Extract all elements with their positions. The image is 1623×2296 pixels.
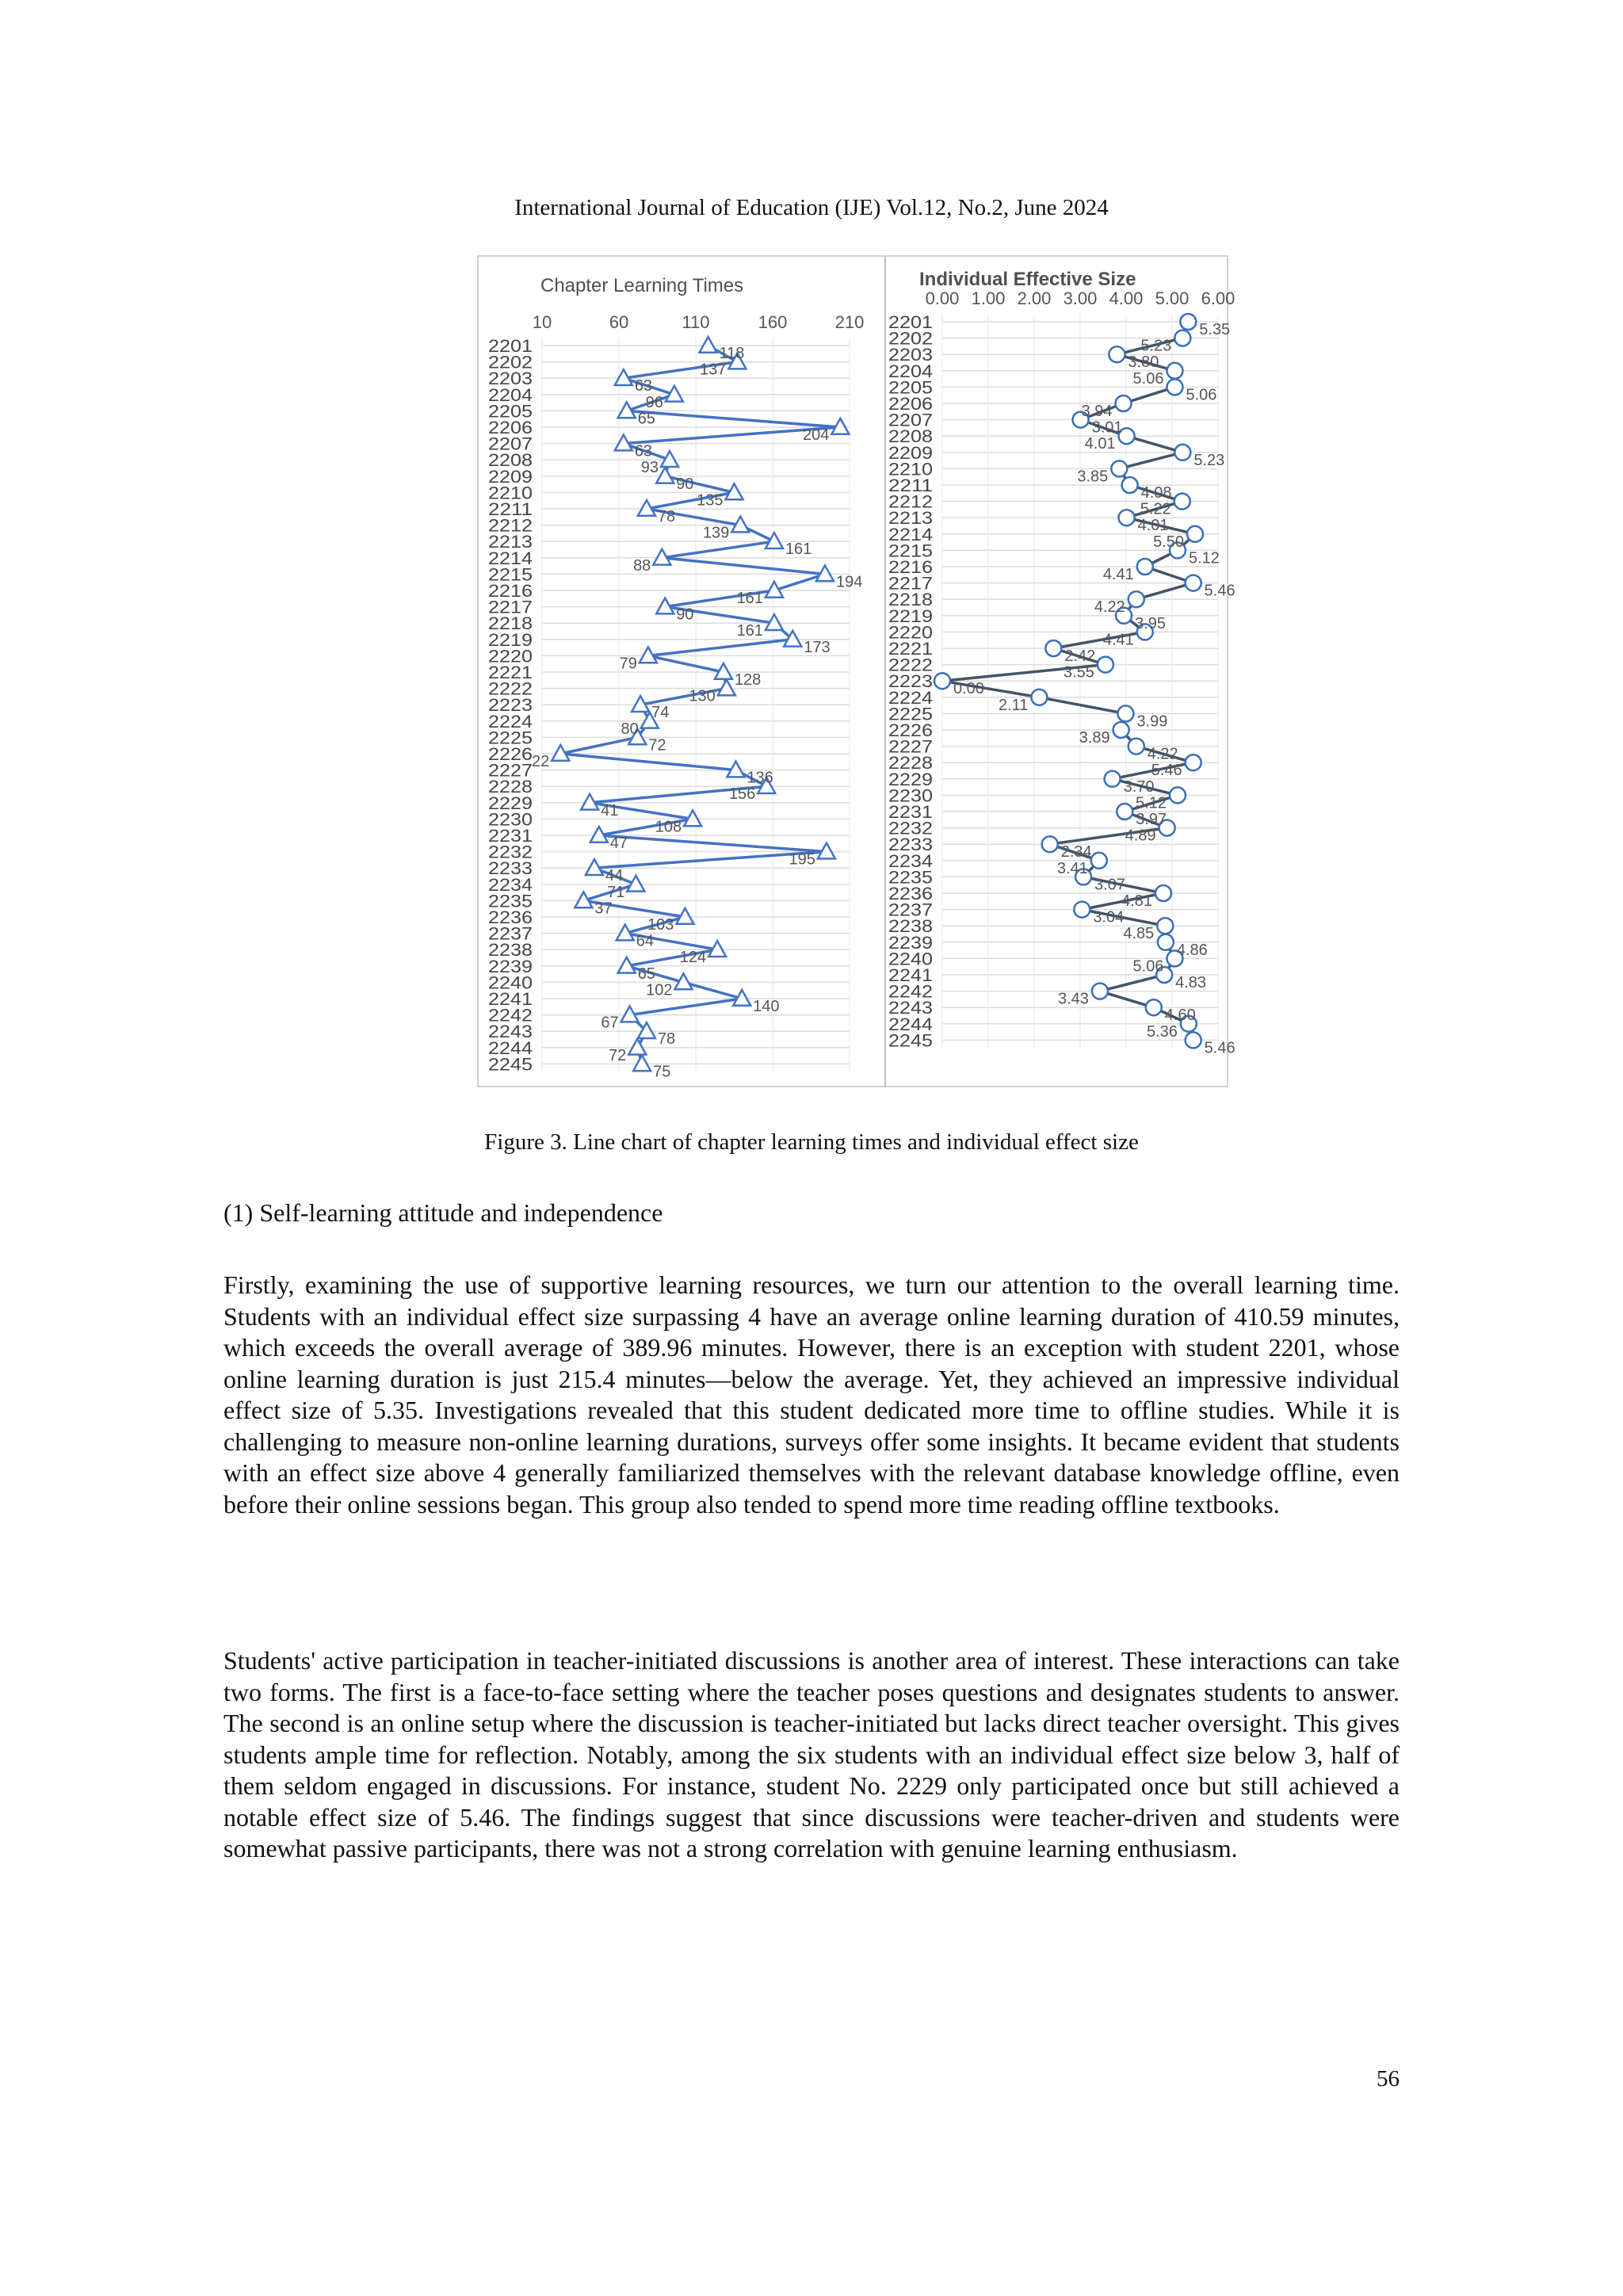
effect-size-point [1186, 575, 1201, 591]
journal-header: International Journal of Education (IJE) Vol.12, No.2, June 2024 [514, 195, 1109, 220]
learning-times-category-label: 2230 [488, 809, 533, 830]
learning-times-data-label: 78 [657, 1030, 676, 1049]
effect-size-point [1186, 1032, 1201, 1048]
effect-size-category-label: 2205 [888, 377, 933, 398]
effect-size-data-label: 3.70 [1123, 777, 1155, 796]
learning-times-category-label: 2201 [488, 336, 533, 356]
learning-times-data-label: 65 [637, 410, 655, 428]
effect-size-data-label: 5.46 [1204, 582, 1235, 600]
learning-times-data-label: 72 [648, 736, 666, 755]
effect-size-category-label: 2218 [888, 590, 933, 610]
effect-size-point [1105, 771, 1121, 787]
effect-size-data-label: 3.04 [1093, 908, 1125, 926]
learning-times-data-label: 74 [651, 704, 670, 722]
learning-times-data-label: 90 [676, 606, 694, 624]
effect-size-category-label: 2204 [888, 361, 933, 381]
effect-size-data-label: 4.22 [1094, 598, 1125, 617]
learning-times-category-label: 2215 [488, 564, 533, 585]
effect-size-category-label: 2219 [888, 606, 933, 626]
learning-times-category-label: 2224 [488, 711, 533, 732]
learning-times-tick-label: 60 [609, 312, 629, 332]
learning-times-data-label: 161 [785, 541, 812, 559]
effect-size-category-label: 2209 [888, 442, 933, 463]
section-heading: (1) Self-learning attitude and independence [223, 1198, 663, 1227]
learning-times-tick-label: 210 [834, 312, 865, 332]
learning-times-data-label: 88 [633, 556, 651, 575]
effect-size-data-label: 4.85 [1123, 925, 1155, 943]
learning-times-data-label: 71 [607, 883, 625, 901]
effect-size-category-label: 2237 [888, 900, 933, 920]
effect-size-data-label: 3.43 [1058, 990, 1089, 1008]
effect-size-point [1122, 477, 1138, 493]
learning-times-data-label: 124 [679, 949, 707, 967]
effect-size-category-label: 2202 [888, 328, 933, 349]
learning-times-data-label: 194 [835, 573, 863, 591]
effect-size-category-label: 2220 [888, 622, 933, 643]
effect-size-data-label: 5.46 [1151, 762, 1182, 780]
learning-times-data-label: 140 [753, 998, 780, 1015]
effect-size-category-label: 2208 [888, 426, 933, 447]
effect-size-data-label: 3.01 [1091, 418, 1123, 437]
paragraph-2: Students' active participation in teacher-initiated discussions is another area of interest. These interactions can take two forms. The first is a face-to-face setting where the teacher poses questions and designates students to answer. The second is an online setup where the discussion is teacher-initiated but lacks direct teacher oversight. This gives students ample time for reflection. Notably, among the six students with an individual effect size below 3, half of them seldom engaged in discussions. For instance, student No. 2229 only participated once but still achieved a notable effect size of 5.46. The findings suggest that since discussions were teacher-driven and students were somewhat passive participants, there was not a strong correlation with genuine learning enthusiasm. [223, 1646, 1400, 1862]
effect-size-category-label: 2243 [888, 998, 933, 1018]
effect-size-tick-label: 2.00 [1017, 288, 1052, 308]
learning-times-data-label: 103 [647, 916, 674, 934]
effect-size-category-label: 2212 [888, 491, 933, 512]
effect-size-tick-label: 0.00 [925, 288, 960, 308]
effect-size-data-label: 2.34 [1060, 843, 1092, 861]
learning-times-category-label: 2210 [488, 483, 533, 503]
effect-size-category-label: 2228 [888, 753, 933, 774]
learning-times-data-label: 41 [601, 801, 619, 819]
effect-size-point [1158, 934, 1174, 950]
effect-size-point [1174, 494, 1190, 510]
learning-times-data-label: 90 [676, 475, 694, 493]
effect-size-data-label: 3.97 [1136, 811, 1167, 828]
effect-size-category-label: 2211 [888, 476, 933, 495]
learning-times-category-label: 2229 [488, 793, 533, 813]
effect-size-category-label: 2235 [888, 867, 933, 888]
effect-size-data-label: 5.06 [1132, 369, 1164, 388]
effect-size-data-label: 5.46 [1204, 1039, 1235, 1057]
effect-size-data-label: 5.23 [1193, 451, 1225, 469]
effect-size-point [1137, 559, 1153, 575]
learning-times-data-label: 102 [646, 981, 673, 999]
effect-size-data-label: 3.85 [1077, 468, 1109, 486]
learning-times-data-label: 93 [640, 459, 659, 477]
effect-size-data-label: 3.80 [1128, 353, 1159, 372]
learning-times-data-label: 47 [609, 835, 628, 852]
effect-size-point [1042, 836, 1058, 852]
effect-size-data-label: 4.60 [1164, 1007, 1196, 1025]
learning-times-data-label: 128 [734, 671, 762, 689]
learning-times-category-label: 2209 [488, 466, 533, 487]
effect-size-tick-label: 6.00 [1201, 288, 1235, 308]
effect-size-category-label: 2245 [888, 1030, 933, 1051]
effect-size-category-label: 2244 [888, 1014, 933, 1034]
effect-size-point [1157, 918, 1173, 934]
learning-times-data-label: 161 [736, 590, 763, 607]
learning-times-data-label: 64 [636, 932, 655, 950]
learning-times-category-label: 2237 [488, 923, 533, 944]
learning-times-category-label: 2218 [488, 613, 533, 634]
effect-size-data-label: 4.08 [1140, 484, 1172, 502]
effect-size-category-label: 2233 [888, 835, 933, 855]
effect-size-category-label: 2234 [888, 850, 933, 871]
effect-size-point [1174, 330, 1190, 346]
learning-times-category-label: 2245 [488, 1054, 533, 1075]
effect-size-data-label: 4.01 [1137, 517, 1169, 535]
effect-size-category-label: 2216 [888, 557, 933, 577]
learning-times-title: Chapter Learning Times [540, 275, 744, 296]
effect-size-tick-label: 4.00 [1109, 288, 1144, 308]
learning-times-category-label: 2226 [488, 744, 533, 764]
effect-size-point [1111, 460, 1127, 476]
learning-times-category-label: 2236 [488, 907, 533, 927]
effect-size-category-label: 2227 [888, 736, 933, 757]
learning-times-data-label: 173 [804, 638, 831, 656]
effect-size-category-label: 2215 [888, 541, 933, 561]
effect-size-point [1146, 999, 1162, 1015]
learning-times-data-label: 137 [700, 361, 727, 379]
effect-size-data-label: 3.07 [1094, 876, 1125, 894]
learning-times-data-label: 96 [645, 393, 663, 411]
learning-times-category-label: 2242 [488, 1005, 533, 1026]
learning-times-data-label: 204 [802, 426, 830, 444]
effect-size-data-label: 3.95 [1135, 614, 1167, 632]
effect-size-data-label: 4.41 [1102, 631, 1134, 649]
effect-size-data-label: 4.83 [1175, 974, 1207, 991]
figure-3 [477, 255, 1235, 1087]
learning-times-category-label: 2234 [488, 874, 533, 895]
learning-times-category-label: 2232 [488, 842, 533, 862]
learning-times-category-label: 2217 [488, 597, 533, 617]
learning-times-category-label: 2216 [488, 581, 533, 601]
effect-size-point [1031, 690, 1047, 705]
effect-size-category-label: 2230 [888, 785, 933, 806]
learning-times-data-label: 118 [719, 345, 745, 362]
effect-size-category-label: 2203 [888, 345, 933, 365]
effect-size-title: Individual Effective Size [919, 269, 1136, 290]
effect-size-category-label: 2222 [888, 655, 933, 675]
effect-size-point [934, 673, 950, 689]
effect-size-data-label: 5.36 [1146, 1022, 1178, 1041]
effect-size-point [1045, 640, 1061, 656]
learning-times-data-label: 75 [653, 1063, 671, 1081]
learning-times-category-label: 2244 [488, 1037, 533, 1058]
effect-size-category-label: 2239 [888, 932, 933, 953]
effect-size-point [1167, 363, 1182, 379]
effect-size-category-label: 2207 [888, 410, 933, 430]
learning-times-category-label: 2214 [488, 548, 533, 568]
learning-times-tick-label: 160 [758, 312, 788, 332]
effect-size-data-label: 5.50 [1153, 533, 1184, 551]
effect-size-category-label: 2217 [888, 573, 933, 594]
effect-size-point [1180, 314, 1196, 330]
learning-times-data-label: 22 [532, 753, 550, 770]
effect-size-category-label: 2238 [888, 916, 933, 937]
learning-times-category-label: 2231 [488, 826, 533, 846]
learning-times-category-label: 2228 [488, 777, 533, 797]
learning-times-category-label: 2219 [488, 629, 533, 650]
effect-size-category-label: 2240 [888, 949, 933, 969]
learning-times-data-label: 72 [609, 1046, 627, 1064]
effect-size-point [1117, 804, 1132, 819]
learning-times-category-label: 2239 [488, 956, 533, 976]
learning-times-category-label: 2223 [488, 695, 533, 716]
learning-times-category-label: 2202 [488, 352, 533, 372]
learning-times-category-label: 2243 [488, 1022, 533, 1042]
learning-times-data-label: 79 [619, 655, 637, 673]
effect-size-point [1174, 445, 1190, 460]
learning-times-category-label: 2205 [488, 401, 533, 422]
effect-size-point [1119, 510, 1135, 525]
effect-size-data-label: 5.06 [1186, 386, 1217, 404]
learning-times-category-label: 2233 [488, 858, 533, 879]
figure-frame [478, 256, 1231, 1087]
effect-size-category-label: 2236 [888, 884, 933, 904]
effect-size-tick-label: 5.00 [1155, 288, 1190, 308]
learning-times-category-label: 2211 [488, 499, 533, 519]
paragraph-1: Firstly, examining the use of supportive learning resources, we turn our attention to the overall learning time. Students with an individual effect size surpassing 4 have an average online learning duration of 410.59 minutes, which exceeds the overall average of 389.96 minutes. However, there is an exception with student 2201, whose online learning duration is just 215.4 minutes—below the average. Yet, they achieved an impressive individual effect size of 5.35. Investigations revealed that this student dedicated more time to offline studies. While it is challenging to measure non-online learning durations, surveys offer some insights. It became evident that students with an effect size above 4 generally familiarized themselves with the relevant database knowledge offline, even before their online sessions began. This group also tended to spend more time reading offline textbooks. [223, 1270, 1400, 1519]
learning-times-category-label: 2207 [488, 434, 533, 454]
figure-caption: Figure 3. Line chart of chapter learning times and individual effect size [484, 1129, 1139, 1155]
learning-times-data-label: 65 [637, 965, 655, 983]
learning-times-category-label: 2238 [488, 940, 533, 961]
effect-size-data-label: 0.00 [953, 680, 984, 698]
learning-times-category-label: 2206 [488, 418, 533, 437]
effect-size-category-label: 2206 [888, 394, 933, 414]
effect-size-point [1187, 526, 1203, 542]
effect-size-point [1170, 787, 1186, 803]
learning-times-data-label: 139 [702, 524, 730, 542]
learning-times-category-label: 2220 [488, 646, 533, 667]
effect-size-data-label: 2.42 [1064, 648, 1096, 665]
effect-size-point [1074, 902, 1090, 918]
learning-times-data-label: 63 [634, 442, 653, 460]
effect-size-data-label: 3.94 [1081, 403, 1113, 420]
effect-size-data-label: 4.81 [1121, 892, 1152, 910]
learning-times-data-label: 108 [655, 818, 682, 836]
learning-times-data-label: 195 [789, 850, 815, 869]
learning-times-data-label: 130 [689, 687, 716, 705]
effect-size-data-label: 2.11 [998, 696, 1029, 714]
effect-size-point [1117, 705, 1133, 721]
effect-size-category-label: 2224 [888, 687, 933, 708]
effect-size-data-label: 3.55 [1063, 663, 1094, 682]
learning-times-category-label: 2213 [488, 532, 533, 552]
page-number: 56 [1377, 2066, 1400, 2092]
effect-size-category-label: 2210 [888, 459, 933, 479]
learning-times-data-label: 44 [605, 867, 624, 885]
effect-size-category-label: 2241 [888, 965, 933, 985]
learning-times-data-label: 67 [601, 1014, 619, 1032]
effect-size-point [1128, 591, 1144, 607]
effect-size-category-label: 2229 [888, 769, 933, 789]
learning-times-category-label: 2241 [488, 989, 533, 1009]
effect-size-category-label: 2213 [888, 508, 933, 529]
effect-size-point [1092, 984, 1108, 999]
effect-size-point [1113, 722, 1129, 738]
effect-size-data-label: 4.01 [1084, 435, 1116, 453]
effect-size-data-label: 3.89 [1079, 729, 1110, 747]
effect-size-data-label: 3.41 [1056, 859, 1088, 877]
learning-times-data-label: 37 [594, 900, 613, 918]
effect-size-data-label: 3.99 [1136, 712, 1168, 731]
effect-size-point [1116, 395, 1132, 411]
effect-size-data-label: 4.41 [1102, 566, 1134, 583]
effect-size-data-label: 5.35 [1199, 321, 1231, 338]
learning-times-data-label: 135 [697, 491, 724, 510]
effect-size-category-label: 2214 [888, 524, 933, 544]
learning-times-data-label: 63 [634, 377, 653, 395]
effect-size-category-label: 2225 [888, 704, 933, 724]
effect-size-data-label: 5.22 [1140, 500, 1171, 518]
learning-times-data-label: 78 [657, 508, 676, 525]
effect-size-point [1091, 853, 1107, 869]
learning-times-category-label: 2203 [488, 369, 533, 389]
learning-times-category-label: 2208 [488, 450, 533, 471]
effect-size-category-label: 2232 [888, 818, 933, 839]
effect-size-point [1109, 346, 1125, 362]
effect-size-category-label: 2201 [888, 312, 933, 332]
learning-times-tick-label: 10 [532, 312, 552, 332]
effect-size-data-label: 5.06 [1132, 957, 1164, 976]
effect-size-category-label: 2221 [888, 639, 933, 659]
effect-size-category-label: 2226 [888, 720, 933, 740]
effect-size-tick-label: 3.00 [1063, 288, 1098, 308]
effect-size-data-label: 4.86 [1176, 941, 1208, 959]
effect-size-data-label: 4.89 [1125, 827, 1156, 845]
learning-times-data-label: 136 [747, 769, 773, 787]
learning-times-data-label: 161 [736, 622, 763, 640]
effect-size-point [1186, 755, 1201, 770]
learning-times-category-label: 2221 [488, 663, 533, 682]
effect-size-category-label: 2231 [888, 802, 933, 822]
effect-size-point [1098, 657, 1113, 673]
effect-size-data-label: 5.23 [1140, 337, 1172, 355]
effect-size-data-label: 4.22 [1147, 745, 1178, 763]
effect-size-point [1155, 885, 1171, 901]
learning-times-category-label: 2222 [488, 678, 533, 699]
learning-times-category-label: 2240 [488, 972, 533, 993]
learning-times-category-label: 2227 [488, 760, 533, 781]
effect-size-category-label: 2242 [888, 981, 933, 1002]
effect-size-category-label: 2223 [888, 671, 933, 692]
learning-times-category-label: 2204 [488, 384, 533, 405]
effect-size-point [1128, 739, 1144, 755]
learning-times-category-label: 2235 [488, 891, 533, 911]
effect-size-data-label: 5.12 [1188, 549, 1220, 567]
effect-size-data-label: 5.12 [1136, 794, 1167, 812]
effect-size-point [1167, 379, 1182, 395]
figure-3-chart [477, 255, 1235, 1087]
learning-times-category-label: 2225 [488, 728, 533, 748]
learning-times-data-label: 80 [621, 720, 639, 738]
learning-times-data-label: 156 [728, 785, 756, 804]
effect-size-tick-label: 1.00 [971, 288, 1006, 308]
learning-times-tick-label: 110 [682, 312, 710, 332]
learning-times-category-label: 2212 [488, 515, 533, 536]
